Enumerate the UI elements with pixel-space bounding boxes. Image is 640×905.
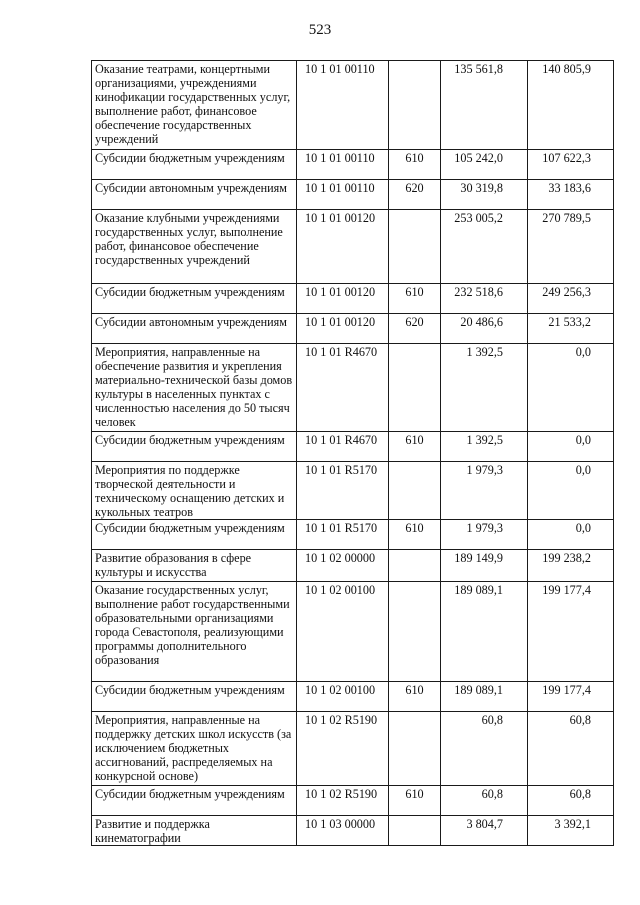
row-code: 10 1 01 00110 [297, 180, 389, 210]
row-value-2: 0,0 [528, 344, 614, 432]
row-value-1: 232 518,6 [441, 284, 528, 314]
row-value-2: 249 256,3 [528, 284, 614, 314]
row-name: Субсидии бюджетным учреждениям [92, 150, 297, 180]
page-number: 523 [308, 22, 332, 38]
row-value-2: 60,8 [528, 712, 614, 786]
row-vr [389, 61, 441, 150]
row-code: 10 1 01 R5170 [297, 520, 389, 550]
row-value-1: 1 392,5 [441, 432, 528, 462]
row-code: 10 1 01 R4670 [297, 432, 389, 462]
row-value-1: 189 149,9 [441, 550, 528, 582]
row-vr [389, 462, 441, 520]
row-code: 10 1 02 00100 [297, 582, 389, 682]
row-vr: 610 [389, 432, 441, 462]
row-value-1: 30 319,8 [441, 180, 528, 210]
row-name: Субсидии бюджетным учреждениям [92, 786, 297, 816]
row-vr [389, 582, 441, 682]
row-value-2: 199 177,4 [528, 582, 614, 682]
row-code: 10 1 02 R5190 [297, 786, 389, 816]
row-value-1: 135 561,8 [441, 61, 528, 150]
row-value-1: 1 979,3 [441, 520, 528, 550]
table-row [92, 582, 614, 682]
row-value-1: 189 089,1 [441, 582, 528, 682]
row-value-2: 33 183,6 [528, 180, 614, 210]
row-code: 10 1 02 00000 [297, 550, 389, 582]
row-value-1: 20 486,6 [441, 314, 528, 344]
row-value-2: 270 789,5 [528, 210, 614, 284]
row-value-1: 1 392,5 [441, 344, 528, 432]
table-row [92, 682, 614, 712]
row-code: 10 1 02 00100 [297, 682, 389, 712]
table-row [92, 462, 614, 520]
row-value-1: 1 979,3 [441, 462, 528, 520]
row-code: 10 1 01 00120 [297, 284, 389, 314]
row-value-2: 21 533,2 [528, 314, 614, 344]
row-code: 10 1 01 R5170 [297, 462, 389, 520]
row-vr [389, 344, 441, 432]
row-name: Оказание театрами, концертными организациями, учреждениями кинофикации государственных услуг, выполнение работ, финансовое обеспечение государственных учреждений [92, 61, 297, 150]
table-row [92, 61, 614, 150]
table-row [92, 712, 614, 786]
table-row [92, 314, 614, 344]
row-name: Оказание государственных услуг, выполнение работ государственными образовательными организациями города Севастополя, реализующими программы дополнительного образования [92, 582, 297, 682]
row-code: 10 1 03 00000 [297, 816, 389, 846]
row-value-1: 253 005,2 [441, 210, 528, 284]
row-vr [389, 550, 441, 582]
table-row [92, 150, 614, 180]
row-name: Субсидии бюджетным учреждениям [92, 432, 297, 462]
row-value-2: 60,8 [528, 786, 614, 816]
row-value-2: 199 238,2 [528, 550, 614, 582]
row-value-1: 189 089,1 [441, 682, 528, 712]
row-value-2: 140 805,9 [528, 61, 614, 150]
table-row [92, 816, 614, 846]
row-value-1: 60,8 [441, 786, 528, 816]
row-vr: 610 [389, 682, 441, 712]
budget-table [91, 60, 614, 846]
row-name: Субсидии бюджетным учреждениям [92, 520, 297, 550]
table-row [92, 180, 614, 210]
row-code: 10 1 01 R4670 [297, 344, 389, 432]
row-vr: 610 [389, 150, 441, 180]
row-value-2: 199 177,4 [528, 682, 614, 712]
row-vr [389, 712, 441, 786]
row-code: 10 1 01 00120 [297, 314, 389, 344]
row-code: 10 1 01 00110 [297, 150, 389, 180]
table-row [92, 520, 614, 550]
table-row [92, 284, 614, 314]
row-value-2: 0,0 [528, 520, 614, 550]
row-name: Субсидии бюджетным учреждениям [92, 682, 297, 712]
row-name: Развитие и поддержка кинематографии [92, 816, 297, 846]
row-value-1: 3 804,7 [441, 816, 528, 846]
row-name: Развитие образования в сфере культуры и искусства [92, 550, 297, 582]
table-row [92, 432, 614, 462]
row-vr: 610 [389, 786, 441, 816]
table-row [92, 210, 614, 284]
row-name: Мероприятия, направленные на поддержку детских школ искусств (за исключением бюджетных ассигнований, распределяемых на конкурсной основе) [92, 712, 297, 786]
row-name: Субсидии бюджетным учреждениям [92, 284, 297, 314]
row-code: 10 1 02 R5190 [297, 712, 389, 786]
row-name: Субсидии автономным учреждениям [92, 180, 297, 210]
row-vr: 620 [389, 180, 441, 210]
row-value-2: 3 392,1 [528, 816, 614, 846]
table-row [92, 786, 614, 816]
row-vr [389, 816, 441, 846]
table-row [92, 344, 614, 432]
table-row [92, 550, 614, 582]
row-value-2: 0,0 [528, 462, 614, 520]
row-code: 10 1 01 00110 [297, 61, 389, 150]
row-name: Мероприятия по поддержке творческой деятельности и техническому оснащению детских и кукольных театров [92, 462, 297, 520]
row-value-2: 0,0 [528, 432, 614, 462]
row-value-1: 60,8 [441, 712, 528, 786]
row-value-2: 107 622,3 [528, 150, 614, 180]
row-vr: 610 [389, 520, 441, 550]
row-name: Субсидии автономным учреждениям [92, 314, 297, 344]
row-code: 10 1 01 00120 [297, 210, 389, 284]
row-vr [389, 210, 441, 284]
row-vr: 620 [389, 314, 441, 344]
row-vr: 610 [389, 284, 441, 314]
row-value-1: 105 242,0 [441, 150, 528, 180]
row-name: Мероприятия, направленные на обеспечение развития и укрепления материально-технической базы домов культуры в населенных пунктах с численностью населения до 50 тысяч человек [92, 344, 297, 432]
row-name: Оказание клубными учреждениями государственных услуг, выполнение работ, финансовое обеспечение государственных учреждений [92, 210, 297, 284]
